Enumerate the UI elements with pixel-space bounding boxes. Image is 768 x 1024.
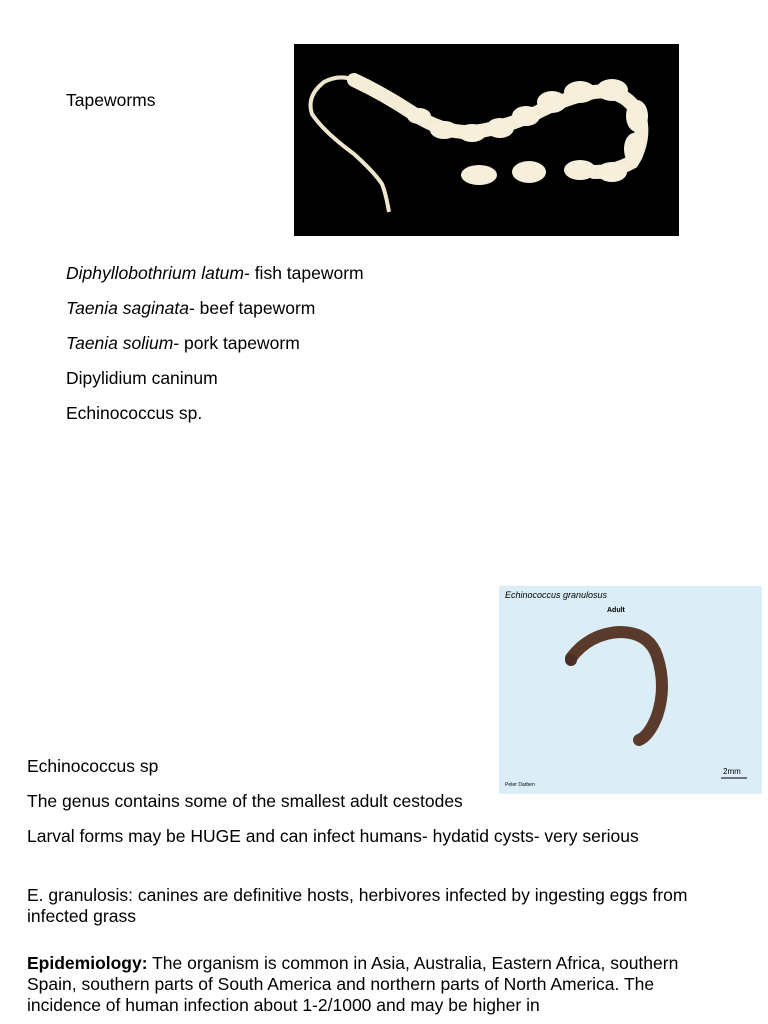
echino-credit: Peter Darben [505, 782, 535, 788]
species-item: Diphyllobothrium latum- fish tapeworm [66, 263, 364, 283]
echino-line: Larval forms may be HUGE and can infect humans- hydatid cysts- very serious [27, 826, 639, 846]
species-item: Echinococcus sp. [66, 403, 203, 423]
echino-line: Echinococcus sp [27, 756, 159, 776]
epidemiology-label: Epidemiology: [27, 953, 148, 973]
species-item: Taenia saginata- beef tapeworm [66, 298, 316, 318]
epidemiology-text: The organism is common in Asia, Australia, Eastern Africa, southern Spain, southern parts of South America and northern parts of North America. The incidence of human infection about 1-2/1000 and may be higher in [27, 953, 679, 1015]
echino-section [27, 756, 727, 861]
epidemiology-paragraph [27, 953, 727, 1016]
echino-label: Adult [607, 607, 625, 614]
species-list [66, 263, 364, 438]
echino-caption: Echinococcus granulosus [505, 590, 608, 600]
tapeworm-photo [294, 44, 679, 236]
species-item: Taenia solium- pork tapeworm [66, 333, 300, 353]
species-item: Dipylidium caninum [66, 368, 218, 388]
echino-scale: 2mm [723, 767, 741, 776]
page-title: Tapeworms [66, 90, 156, 110]
granulosis-paragraph: E. granulosis: canines are definitive hosts, herbivores infected by ingesting eggs from infected grass [27, 885, 688, 926]
echino-line: The genus contains some of the smallest adult cestodes [27, 791, 463, 811]
